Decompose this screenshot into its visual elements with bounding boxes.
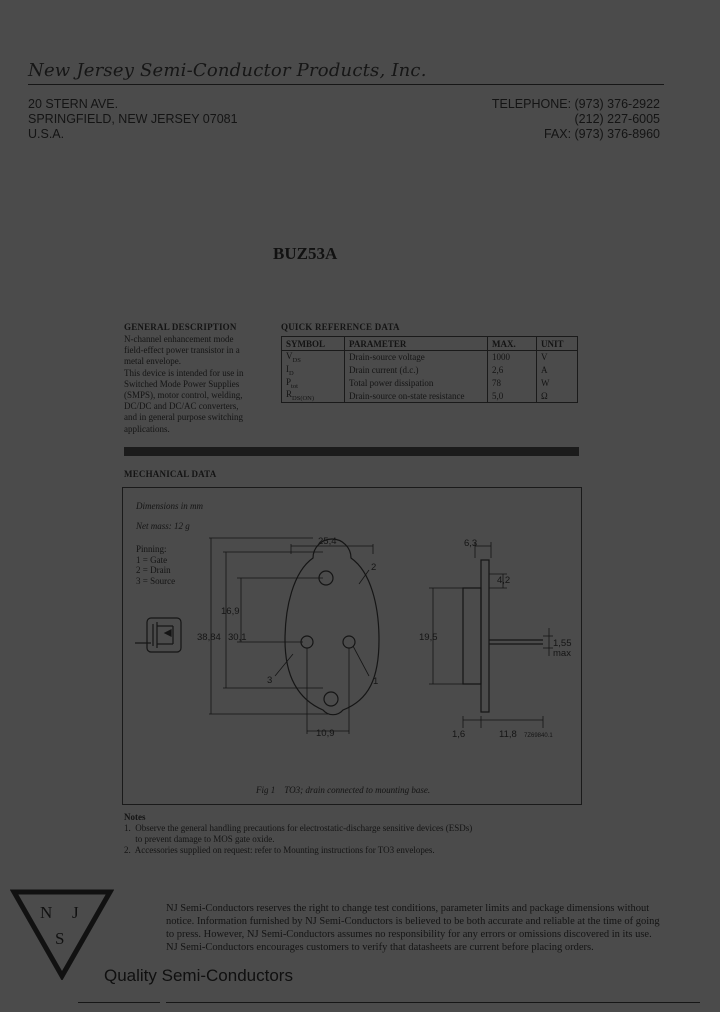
logo-letter-n: N	[40, 903, 53, 922]
dim-bottom-pitch: 10,9	[316, 728, 335, 739]
mechanical-data-title: MECHANICAL DATA	[124, 469, 217, 479]
address-line: U.S.A.	[28, 127, 65, 141]
dim-height-total: 38,84	[197, 632, 221, 643]
pin-entry: 2 = Drain	[136, 565, 171, 575]
note-item: 2. Accessories supplied on request: refer to Mounting instructions for TO3 envelopes.	[124, 845, 435, 855]
figure-caption-text: TO3; drain connected to mounting base.	[284, 785, 431, 795]
table-row	[282, 364, 578, 377]
footer-rule-left	[78, 1002, 160, 1003]
description-line: (SMPS), motor control, welding,	[124, 390, 243, 401]
figure-label: Fig 1	[256, 785, 276, 795]
column-header: SYMBOL	[282, 337, 345, 351]
quick-reference-title: QUICK REFERENCE DATA	[281, 322, 400, 332]
description-line: Switched Mode Power Supplies	[124, 378, 240, 389]
logo-tagline: Quality Semi-Conductors	[104, 966, 293, 985]
symbol-cell: $I_D$	[282, 364, 345, 377]
max-cell: 5,0	[488, 389, 537, 402]
description-line: metal envelope.	[124, 356, 181, 367]
net-mass: Net mass: 12 g	[136, 521, 190, 531]
column-header: PARAMETER	[345, 337, 488, 351]
unit-cell: Ω	[537, 389, 578, 402]
table-header-row	[282, 337, 578, 351]
dimensions-note: Dimensions in mm	[136, 501, 203, 511]
description-line: and in general purpose switching	[124, 412, 243, 423]
dim-side-bottom-a: 1,6	[452, 729, 466, 740]
dim-height-mid: 30,1	[228, 632, 247, 643]
address-block	[28, 97, 238, 142]
figure-caption	[256, 785, 430, 795]
disclaimer-line: NJ Semi-Conductors reserves the right to change test conditions, parameter limits and package dimensions without	[166, 903, 650, 914]
logo-letter-j: J	[72, 903, 79, 922]
max-cell: 78	[488, 377, 537, 390]
parameter-cell: Drain current (d.c.)	[345, 364, 488, 377]
logo-letter-s: S	[55, 929, 65, 948]
parameter-cell: Drain-source voltage	[345, 351, 488, 364]
quick-reference-table	[281, 336, 578, 403]
dim-side-step: 4,2	[497, 575, 511, 586]
header-rule	[28, 84, 664, 85]
contact-block	[492, 97, 660, 142]
part-number-title: BUZ53A	[273, 244, 338, 263]
general-description-text	[124, 334, 264, 435]
disclaimer-line: notice. Information furnished by NJ Semi-Conductors is believed to be both accurate and reliable at the time of going	[166, 916, 660, 927]
address-line: SPRINGFIELD, NEW JERSEY 07081	[28, 112, 238, 126]
mosfet-symbol	[135, 618, 181, 652]
disclaimer-line: to press. However, NJ Semi-Conductors assumes no responsibility for any errors or omissions discovered in its use.	[166, 929, 652, 940]
notes-title: Notes	[124, 812, 146, 822]
dim-pin-max: max	[553, 648, 571, 659]
to3-package-drawing	[123, 488, 581, 804]
table-row	[282, 389, 578, 402]
max-cell: 2,6	[488, 364, 537, 377]
disclaimer-block	[166, 902, 686, 954]
unit-cell: A	[537, 364, 578, 377]
symbol-cell: $V_{DS}$	[282, 351, 345, 364]
nj-logo	[10, 888, 114, 980]
description-line: N-channel enhancement mode	[124, 334, 234, 344]
notes-block	[124, 812, 472, 856]
dim-side-bottom-b: 11,8	[499, 729, 517, 740]
note-item: to prevent damage to MOS gate oxide.	[124, 834, 275, 844]
pin-entry: 1 = Gate	[136, 554, 168, 565]
description-line: DC/DC and DC/AC converters,	[124, 401, 239, 412]
max-cell: 1000	[488, 351, 537, 364]
description-line: This device is intended for use in	[124, 367, 244, 378]
fax-line: FAX: (973) 376-8960	[543, 127, 660, 141]
column-header: MAX.	[488, 337, 537, 351]
parameter-cell: Drain-source on-state resistance	[345, 389, 488, 402]
section-divider	[124, 447, 579, 456]
callout-1: 1	[373, 676, 379, 687]
dim-inner-height: 16,9	[221, 606, 240, 617]
callout-2: 2	[371, 562, 377, 573]
unit-cell: W	[537, 377, 578, 390]
company-name: New Jersey Semi-Conductor Products, Inc.	[28, 60, 427, 81]
dim-side-body: 19,5	[419, 632, 438, 643]
dim-width-top: 25,4	[318, 536, 337, 547]
callout-3: 3	[267, 675, 273, 686]
drawing-code: 7Z69840.1	[524, 733, 553, 739]
description-line: applications.	[124, 423, 170, 434]
note-item: 1. Observe the general handling precautions for electrostatic-discharge sensitive devices (ESDs)	[124, 823, 473, 833]
symbol-cell: $P_{tot}$	[282, 377, 345, 390]
footer-rule-right	[166, 1002, 700, 1003]
address-line: 20 STERN AVE.	[28, 97, 119, 111]
table-row	[282, 377, 578, 390]
table-row	[282, 351, 578, 364]
telephone-line: TELEPHONE: (973) 376-2922	[491, 97, 660, 111]
mechanical-drawing-box	[122, 487, 582, 805]
description-line: field-effect power transistor in a	[124, 345, 240, 356]
dim-pin-dia: 1,55	[553, 638, 572, 649]
column-header: UNIT	[537, 337, 578, 351]
symbol-cell: $R_{DS(ON)}$	[282, 389, 345, 402]
pin-entry: 3 = Source	[136, 575, 176, 586]
unit-cell: V	[537, 351, 578, 364]
general-description-title: GENERAL DESCRIPTION	[124, 322, 237, 332]
disclaimer-line: NJ Semi-Conductors encourages customers to verify that datasheets are current before placing orders.	[166, 942, 594, 953]
telephone-line-2: (212) 227-6005	[574, 112, 660, 126]
dim-side-top: 6,3	[464, 538, 478, 549]
parameter-cell: Total power dissipation	[345, 377, 488, 390]
pinning-title: Pinning:	[136, 544, 167, 554]
